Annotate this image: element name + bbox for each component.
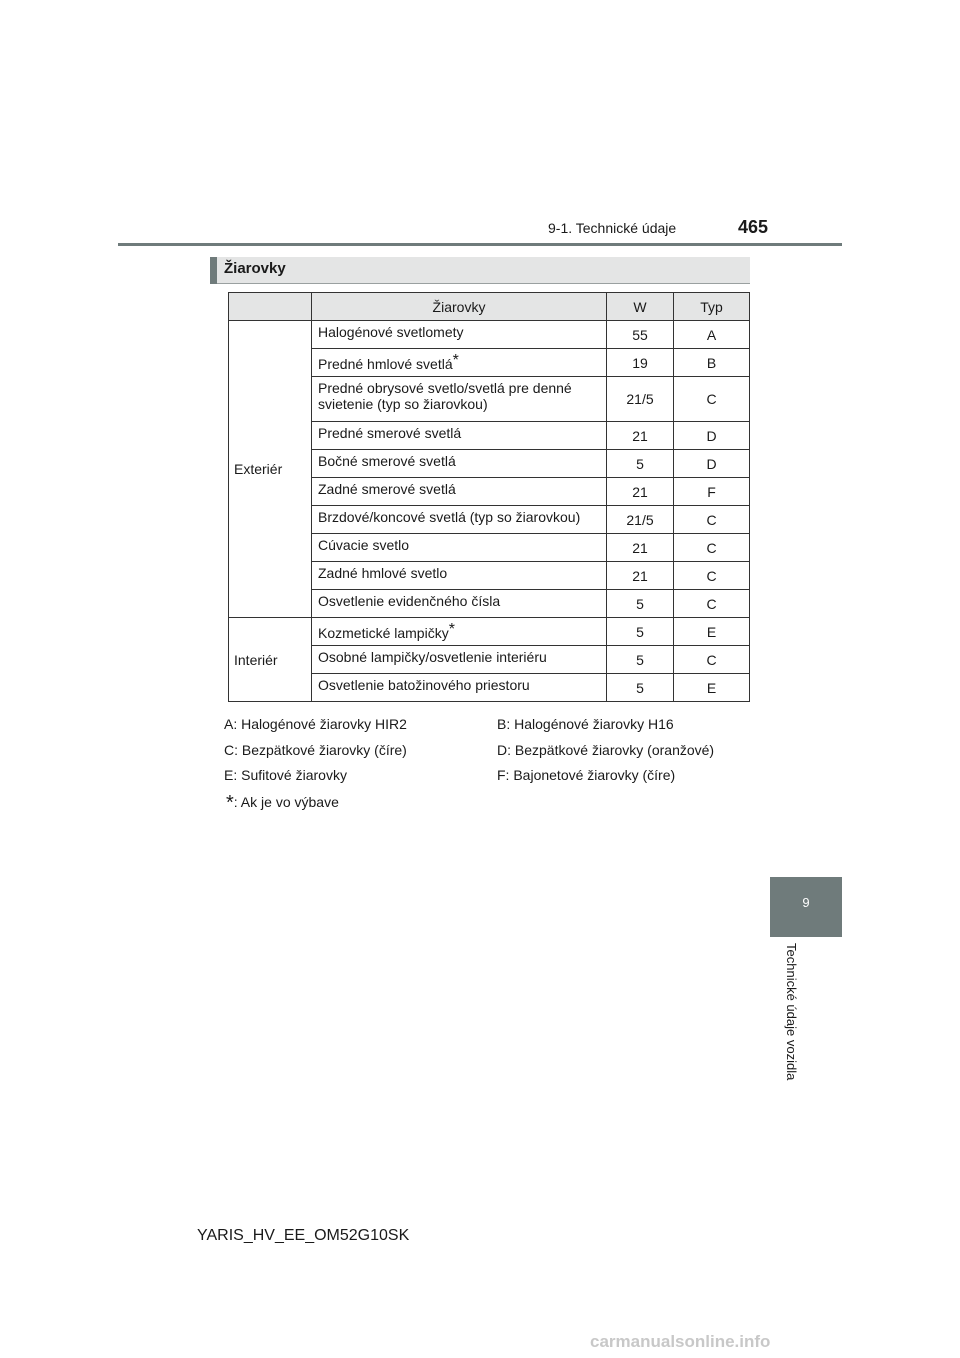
bulb-name [312,422,607,450]
page-number: 465 [738,217,769,237]
bulb-name-text: Predné smerové svetlá [318,425,462,441]
chapter-side-label [780,943,808,1103]
bulb-name [312,321,607,349]
bulb-name [312,377,607,422]
bulb-name [312,674,607,702]
bulb-wattage: 5 [607,646,674,674]
bulb-type: C [674,646,750,674]
legend-e: E: Sufitové žiarovky [224,767,347,783]
footnote [226,792,339,815]
footnote-asterisk: * [226,792,234,814]
bulb-name-text: Predné hmlové svetlá [318,356,453,372]
footnote-text: : Ak je vo výbave [233,794,339,810]
bulb-type: C [674,534,750,562]
table-row [229,618,750,646]
header-rule [118,243,842,246]
bulb-name [312,478,607,506]
bulb-name-text: Kozmetické lampičky [318,625,449,641]
bulb-name [312,506,607,534]
bulb-name-text: Osobné lampičky/osvetlenie interiéru [318,649,547,665]
bulb-wattage: 19 [607,349,674,377]
bulb-type: D [674,422,750,450]
bulb-name [312,646,607,674]
bulb-name [312,349,607,377]
table-header-bulb: Žiarovky [312,293,607,321]
header-section-title: 9-1. Technické údaje [548,220,677,236]
group-name: Interiér [229,618,312,702]
bulb-type: E [674,674,750,702]
bulb-type: C [674,590,750,618]
chapter-title: Technické údaje vozidla [784,943,799,1081]
bulb-name-text: Predné obrysové svetlo/svetlá pre denné svietenie (typ so žiarovkou) [318,380,572,412]
document-code: YARIS_HV_EE_OM52G10SK [197,1227,410,1244]
bulb-type: C [674,562,750,590]
bulb-type: C [674,506,750,534]
section-title: Žiarovky [224,260,286,277]
bulbs-table [228,292,750,702]
bulb-name-text: Osvetlenie batožinového priestoru [318,677,530,693]
bulb-name [312,534,607,562]
bulb-name [312,590,607,618]
bulb-name-text: Brzdové/koncové svetlá (typ so žiarovkou) [318,509,581,525]
bulb-name [312,450,607,478]
bulb-wattage: 21 [607,422,674,450]
legend-f: F: Bajonetové žiarovky (číre) [497,767,676,783]
bulb-wattage: 5 [607,450,674,478]
bulb-type: F [674,478,750,506]
bulb-name-text: Cúvacie svetlo [318,537,410,553]
bulb-wattage: 5 [607,618,674,646]
bulb-type: E [674,618,750,646]
bulb-wattage: 21 [607,478,674,506]
bulb-type: C [674,377,750,422]
legend-d: D: Bezpätkové žiarovky (oranžové) [497,742,715,758]
table-header-group [229,293,312,321]
bulb-name-text: Osvetlenie evidenčného čísla [318,593,501,609]
table-header-row [229,293,750,321]
asterisk-mark: * [448,621,455,638]
bulb-name-text: Halogénové svetlomety [318,324,464,340]
bulb-wattage: 5 [607,590,674,618]
bulb-name-text: Zadné smerové svetlá [318,481,456,497]
bulb-wattage: 21/5 [607,506,674,534]
bulb-type: A [674,321,750,349]
bulb-type: B [674,349,750,377]
bulb-wattage: 55 [607,321,674,349]
bulb-name-text: Zadné hmlové svetlo [318,565,448,581]
bulb-wattage: 21 [607,534,674,562]
bulb-wattage: 5 [607,674,674,702]
table-header-watt: W [607,293,674,321]
legend-b: B: Halogénové žiarovky H16 [497,716,674,732]
legend-a: A: Halogénové žiarovky HIR2 [224,716,407,732]
section-heading-bar [210,257,217,284]
chapter-tab: 9 [770,877,842,937]
asterisk-mark: * [452,352,459,369]
table-row [229,321,750,349]
section-heading [210,257,750,284]
bulb-name [312,618,607,646]
table-header-type: Typ [674,293,750,321]
bulb-name-text: Bočné smerové svetlá [318,453,456,469]
legend-c: C: Bezpätkové žiarovky (číre) [224,742,407,758]
watermark: carmanualsonline.info [590,1332,771,1351]
bulb-wattage: 21 [607,562,674,590]
group-name: Exteriér [229,321,312,618]
bulb-type: D [674,450,750,478]
bulb-name [312,562,607,590]
bulb-wattage: 21/5 [607,377,674,422]
